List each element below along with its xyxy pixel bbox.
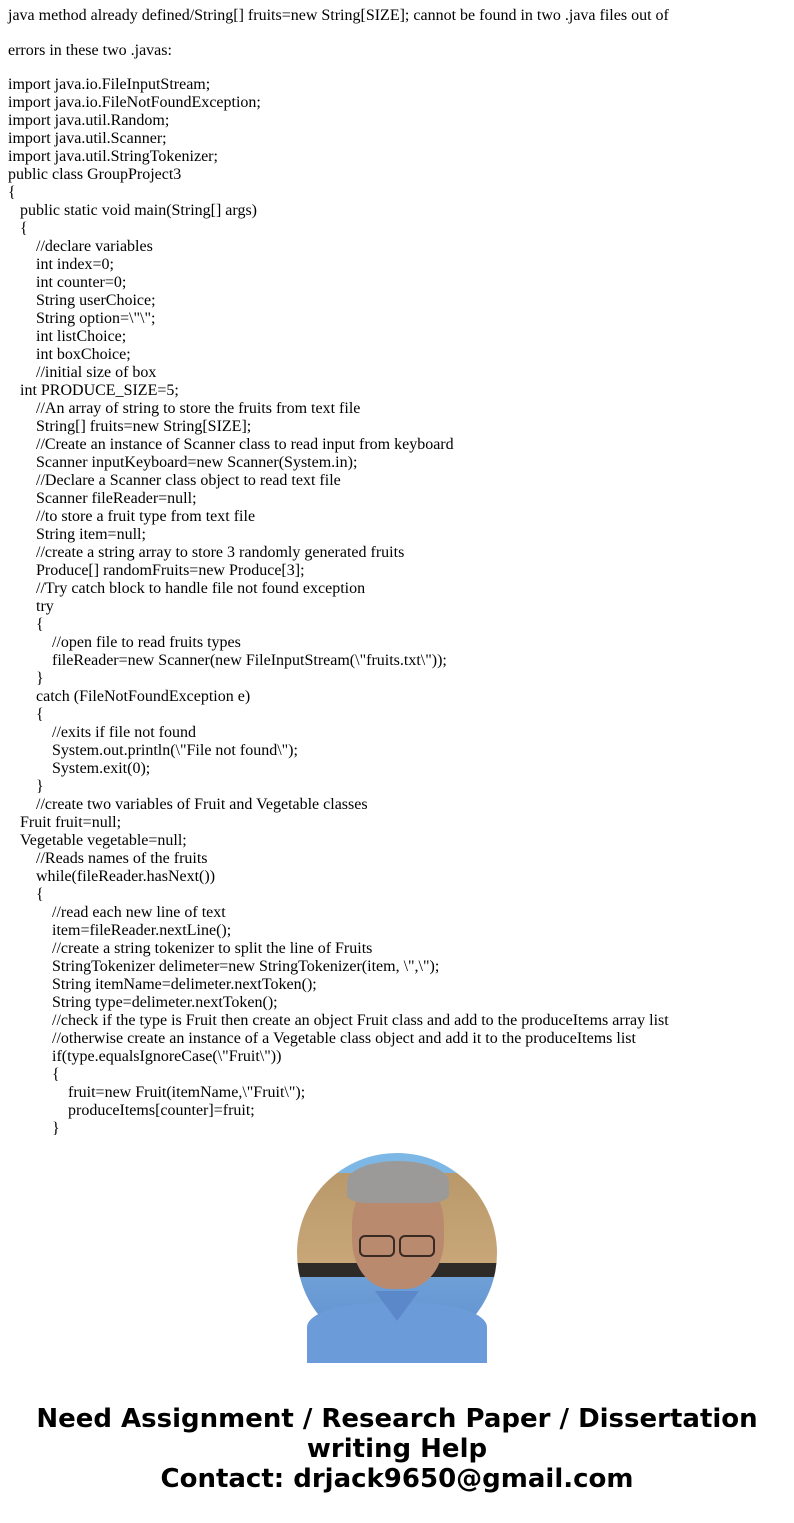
code-line: { xyxy=(52,1066,60,1083)
code-line: Scanner inputKeyboard=new Scanner(System.in); xyxy=(36,454,358,471)
code-line: { xyxy=(36,886,44,903)
code-line: } xyxy=(36,670,44,687)
code-line: //to store a fruit type from text file xyxy=(36,508,256,525)
promo-line-1: Need Assignment / Research Paper / Dissertation xyxy=(36,1404,758,1434)
code-line: String item=null; xyxy=(36,526,146,543)
code-line: catch (FileNotFoundException e) xyxy=(36,688,251,705)
code-line: //create two variables of Fruit and Vegetable classes xyxy=(36,796,368,813)
code-line: //create a string tokenizer to split the line of Fruits xyxy=(52,940,373,957)
code-line: while(fileReader.hasNext()) xyxy=(36,868,216,885)
code-line: int counter=0; xyxy=(36,274,127,291)
promo-line-2: writing Help xyxy=(306,1434,488,1464)
avatar-glasses xyxy=(359,1235,435,1255)
promo-banner xyxy=(0,1404,794,1494)
code-line: fileReader=new Scanner(new FileInputStream(\"fruits.txt\")); xyxy=(52,652,447,669)
code-line: String[] fruits=new String[SIZE]; xyxy=(36,418,252,435)
code-line: fruit=new Fruit(itemName,\"Fruit\"); xyxy=(68,1084,306,1101)
code-line: int index=0; xyxy=(36,256,114,273)
code-block xyxy=(8,76,788,1137)
question-subtitle: errors in these two .javas: xyxy=(8,42,172,59)
code-line: //Declare a Scanner class object to read text file xyxy=(36,472,341,489)
code-line: import java.io.FileInputStream; xyxy=(8,76,211,93)
code-line: Fruit fruit=null; xyxy=(20,814,122,831)
code-line: String option=\"\"; xyxy=(36,310,156,327)
code-line: //read each new line of text xyxy=(52,904,226,921)
code-line: public class GroupProject3 xyxy=(8,166,182,183)
code-line: int listChoice; xyxy=(36,328,127,345)
code-line: //Try catch block to handle file not found exception xyxy=(36,580,366,597)
code-line: { xyxy=(20,220,28,237)
code-line: System.exit(0); xyxy=(52,760,151,777)
code-line: //An array of string to store the fruits from text file xyxy=(36,400,361,417)
question-title: java method already defined/String[] fruits=new String[SIZE]; cannot be found in two .java files out of xyxy=(8,7,669,24)
code-line: //exits if file not found xyxy=(52,724,196,741)
code-line: //otherwise create an instance of a Vegetable class object and add it to the produceItems list xyxy=(52,1030,636,1047)
code-line: Scanner fileReader=null; xyxy=(36,490,197,507)
code-line: import java.util.Random; xyxy=(8,112,170,129)
code-line: //open file to read fruits types xyxy=(52,634,241,651)
code-line: produceItems[counter]=fruit; xyxy=(68,1102,255,1119)
code-line: StringTokenizer delimeter=new StringTokenizer(item, \",\"); xyxy=(52,958,440,975)
code-line: } xyxy=(52,1120,60,1137)
code-line: { xyxy=(36,706,44,723)
code-line: int PRODUCE_SIZE=5; xyxy=(20,382,179,399)
code-line: //Reads names of the fruits xyxy=(36,850,208,867)
code-line: //check if the type is Fruit then create an object Fruit class and add to the produceItems array list xyxy=(52,1012,669,1029)
code-line: item=fileReader.nextLine(); xyxy=(52,922,232,939)
code-line: Vegetable vegetable=null; xyxy=(20,832,187,849)
code-line: Produce[] randomFruits=new Produce[3]; xyxy=(36,562,305,579)
code-line: } xyxy=(36,778,44,795)
code-line: //declare variables xyxy=(36,238,153,255)
code-line: String itemName=delimeter.nextToken(); xyxy=(52,976,317,993)
code-line: System.out.println(\"File not found\"); xyxy=(52,742,298,759)
code-line: String userChoice; xyxy=(36,292,156,309)
code-line: { xyxy=(36,616,44,633)
code-line: //create a string array to store 3 randomly generated fruits xyxy=(36,544,405,561)
code-line: try xyxy=(36,598,54,615)
code-line: //initial size of box xyxy=(36,364,157,381)
code-line: import java.io.FileNotFoundException; xyxy=(8,94,261,111)
avatar xyxy=(297,1153,497,1353)
code-line: int boxChoice; xyxy=(36,346,131,363)
avatar-hair xyxy=(347,1161,449,1203)
code-line: import java.util.StringTokenizer; xyxy=(8,148,218,165)
code-line: { xyxy=(8,184,16,201)
promo-contact[interactable]: Contact: drjack9650@gmail.com xyxy=(160,1464,634,1494)
code-line: String type=delimeter.nextToken(); xyxy=(52,994,278,1011)
code-line: public static void main(String[] args) xyxy=(20,202,257,219)
code-line: //Create an instance of Scanner class to read input from keyboard xyxy=(36,436,454,453)
code-line: import java.util.Scanner; xyxy=(8,130,167,147)
code-line: if(type.equalsIgnoreCase(\"Fruit\")) xyxy=(52,1048,282,1065)
